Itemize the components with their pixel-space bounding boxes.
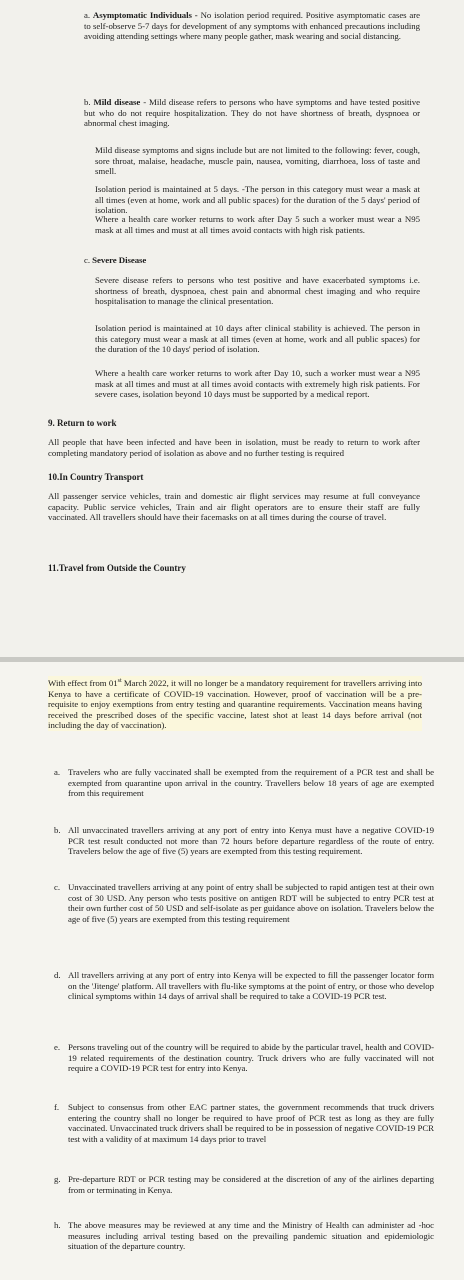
mild-isolation-paragraph: Isolation period is maintained at 5 days. -The person in this category must wear a mask at all times (even at home, work and all public spaces) for the duration of the 5 days' period of isolation. [95, 184, 420, 216]
item-text: Unvaccinated travellers arriving at any point of entry shall be subjected to rapid antigen test at their own cost of 30 USD. Any person who tests positive on antigen RDT will be subjected to entry PCR test at their own further cost of 50 USD and self-isolate as per guidance above on isolation. Travelers below the age of five (5) years are exempted from this testing requirement [68, 882, 434, 924]
item-title: Mild disease [93, 97, 141, 107]
item-title: Severe Disease [92, 255, 147, 265]
item-text: Travelers who are fully vaccinated shall be exempted from the requirement of a PCR test and shall be exempted from quarantine upon arrival in the country. Travellers below 18 years of age are exempted from this requirement [68, 767, 434, 799]
item-marker: b. [54, 825, 61, 835]
item-text: Persons traveling out of the country will be required to abide by the particular travel, health and COVID-19 related requirements of the destination country. Truck drivers who are fully vaccinated will not require a COVID-19 PCR test for entry into Kenya. [68, 1042, 434, 1074]
travel-item-d [54, 970, 434, 1002]
item-mild-disease [84, 97, 420, 129]
travel-intro-paragraph [48, 676, 422, 731]
item-text: No isolation period required. Positive asymptomatic cases are to self-observe 5-7 days for development of any symptoms with enhanced precautions including avoiding attending settings where many people gather, mask wearing and social distancing. [84, 10, 421, 42]
intro-text-start: With effect from 01 [48, 677, 118, 688]
travel-item-f [54, 1102, 434, 1144]
item-marker: a. [54, 767, 61, 777]
intro-superscript: st [117, 678, 122, 684]
travel-item-b [54, 825, 434, 857]
item-marker: b. [84, 97, 91, 107]
in-country-transport-paragraph: All passenger service vehicles, train and domestic air flight services may resume at full conveyance capacity. Public service vehicles, Train and air flight operators are to ensure their staff are fully vaccinated. All travellers should have their facemasks on at all times during the course of travel. [48, 491, 420, 523]
item-marker: c. [54, 882, 61, 892]
severe-definition-paragraph: Severe disease refers to persons who test positive and have exacerbated symptoms i.e. shortness of breath, dyspnoea, chest pain and abnormal chest imaging and who require hospitalisation to manage the clinical presentation. [95, 275, 420, 307]
travel-item-a [54, 767, 434, 799]
item-marker: e. [54, 1042, 61, 1052]
item-text: All travellers arriving at any port of entry into Kenya will be expected to fill the passenger locator form on the 'Jitenge' platform. All travellers with flu-like symptoms at the point of entry, or those who develop clinical symptoms within 14 days of arrival shall be required to take a COVID-19 PCR test. [68, 970, 434, 1002]
item-marker: d. [54, 970, 61, 980]
item-asymptomatic [84, 10, 420, 42]
travel-item-h [54, 1220, 434, 1252]
section-heading-return-to-work: 9. Return to work [48, 418, 117, 428]
travel-item-e [54, 1042, 434, 1074]
document-page-2 [0, 662, 464, 1280]
item-text: Pre-departure RDT or PCR testing may be considered at the discretion of any of the airlines departing from or terminating in Kenya. [68, 1174, 434, 1195]
item-marker: a. [84, 10, 91, 20]
item-marker: c. [84, 255, 91, 265]
item-title: Asymptomatic Individuals - [92, 10, 198, 20]
section-heading-travel-outside: 11.Travel from Outside the Country [48, 563, 186, 573]
item-marker: h. [54, 1220, 61, 1230]
item-marker: g. [54, 1174, 61, 1184]
mild-health-worker-paragraph: Where a health care worker returns to work after Day 5 such a worker must wear a N95 mask at all times and must at all times avoid contacts with high risk patients. [95, 214, 420, 235]
severe-health-worker-paragraph: Where a health care worker returns to work after Day 10, such a worker must wear a N95 mask at all times and must at all times avoid contacts with extremely high risk patients. For severe cases, isolation beyond 10 days must be supported by a medical report. [95, 368, 420, 400]
item-severe-disease [84, 255, 420, 266]
item-text: Subject to consensus from other EAC partner states, the government recommends that truck drivers entering the country shall no longer be required to have proof of PCR test as long as they are fully vaccinated. Unvaccinated truck drivers shall be required to be in possession of negative COVID-19 PCR test with a validity of at maximum 14 days prior to travel [68, 1102, 434, 1144]
item-text: The above measures may be reviewed at any time and the Ministry of Health can administer ad -hoc measures including arrival testing based on the prevailing pandemic situation and epidemiologic situation of the departure country. [68, 1220, 434, 1252]
travel-item-c [54, 882, 434, 924]
item-text: - Mild disease refers to persons who have symptoms and have tested positive but who do not require hospitalization. They do not have shortness of breath, dyspnoea or abnormal chest imaging. [84, 97, 421, 129]
severe-isolation-paragraph: Isolation period is maintained at 10 days after clinical stability is achieved. The person in this category must wear a mask at all times (even at home, work and all public spaces) for the duration of the 10 days' period of isolation. [95, 323, 420, 355]
travel-item-g [54, 1174, 434, 1195]
mild-symptoms-paragraph: Mild disease symptoms and signs include but are not limited to the following: fever, cough, sore throat, malaise, headache, muscle pain, nausea, vomiting, diarrhoea, loss of taste and smell. [95, 145, 420, 177]
intro-text-rest: March 2022, it will no longer be a mandatory requirement for travellers arriving into Kenya to have a certificate of COVID-19 vaccination. However, proof of vaccination will be a pre-requisite to enjoy exemptions from entry testing and quarantine requirements. Vaccination means having received the prescribed doses of the specific vaccine, latest shot at least 14 days before arrival (not including the day of vaccination). [48, 677, 422, 731]
item-text: All unvaccinated travellers arriving at any port of entry into Kenya must have a negative COVID-19 PCR test result conducted not more than 72 hours before departure regardless of the route of entry. Travelers below the age of five (5) years are exempted from this testing requirement. [68, 825, 434, 857]
item-marker: f. [54, 1102, 60, 1112]
return-to-work-paragraph: All people that have been infected and have been in isolation, must be ready to return to work after completing mandatory period of isolation as above and no further testing is required [48, 437, 420, 458]
section-heading-in-country-transport: 10.In Country Transport [48, 472, 144, 482]
